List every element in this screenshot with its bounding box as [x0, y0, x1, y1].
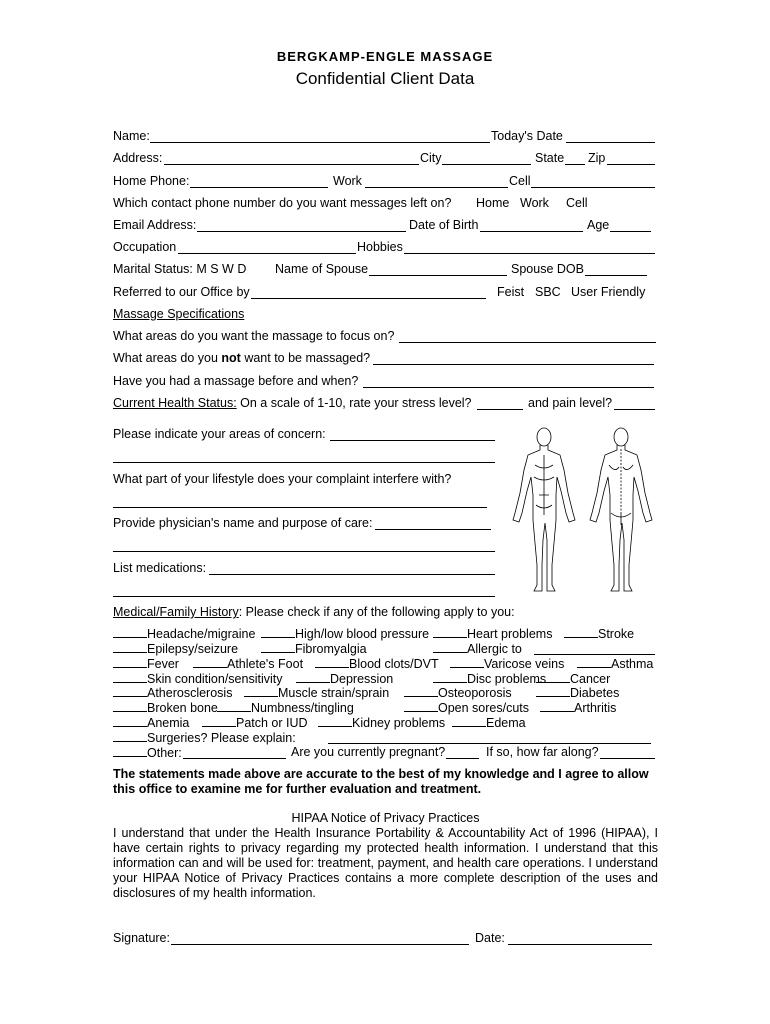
history-item-label: Heart problems [467, 627, 553, 641]
dob-field[interactable] [480, 231, 583, 232]
company-name: BERGKAMP-ENGLE MASSAGE [276, 49, 494, 64]
history-checkbox-blank[interactable] [113, 700, 147, 712]
history-item-label: Stroke [598, 627, 635, 641]
history-item-label: Athlete's Foot [227, 657, 304, 671]
history-item[interactable] [261, 626, 429, 641]
pain-question: and pain level? [528, 396, 613, 410]
hipaa-title: HIPAA Notice of Privacy Practices [291, 811, 480, 825]
history-item[interactable] [536, 671, 610, 686]
history-checkbox-blank[interactable] [113, 626, 147, 638]
history-item[interactable] [244, 685, 389, 700]
history-checkbox-blank[interactable] [433, 626, 467, 638]
history-item-label: Skin condition/sensitivity [147, 672, 283, 686]
cell-phone-label: Cell [509, 174, 531, 188]
history-item[interactable] [433, 626, 552, 641]
signature-label: Signature: [113, 931, 170, 945]
hobbies-field[interactable] [404, 253, 655, 254]
history-item-label: Diabetes [570, 686, 620, 700]
history-checkbox-blank[interactable] [202, 715, 236, 727]
spouse-dob-field[interactable] [585, 275, 647, 276]
history-checkbox-blank[interactable] [577, 656, 611, 668]
home-phone-field[interactable] [190, 187, 328, 188]
history-checkbox-blank[interactable] [536, 685, 570, 697]
home-phone-label: Home Phone: [113, 174, 190, 188]
todays-date-label: Today's Date [491, 129, 563, 143]
signature-field[interactable] [171, 944, 469, 945]
contact-question: Which contact phone number do you want messages left on? [113, 196, 452, 210]
history-checkbox-blank[interactable] [540, 700, 574, 712]
name-field[interactable] [150, 142, 490, 143]
history-item[interactable] [113, 656, 179, 671]
health-status-line: Current Health Status: On a scale of 1-10, rate your stress level? [113, 396, 472, 410]
history-item[interactable] [217, 700, 354, 715]
history-item-label: Varicose veins [484, 657, 565, 671]
spouse-name-field[interactable] [369, 275, 507, 276]
cell-phone-field[interactable] [531, 187, 655, 188]
history-item-label: Numbness/tingling [251, 701, 354, 715]
hipaa-body: I understand that under the Health Insurance Portability & Accountability Act of 1996 (HIPAA), I have certain rights to privacy regarding my protected health information. I understand that this information can and will be used for: treatment, payment, and health care operations. I understand your HIPAA Notice of Privacy Practices contains a more complete description of the uses and disclosures of my health information. [113, 826, 658, 900]
avoid-question: What areas do you not want to be massaged? [113, 351, 371, 365]
history-item-label: Epilepsy/seizure [147, 642, 239, 656]
contact-option-work[interactable]: Work [520, 196, 549, 210]
date-field[interactable] [508, 944, 652, 945]
history-item-label: Fever [147, 657, 179, 671]
referral-option-feist[interactable]: Feist [497, 285, 525, 299]
how-far-field[interactable] [600, 758, 655, 759]
history-checkbox-blank[interactable] [113, 715, 147, 727]
history-checkbox-blank[interactable] [217, 700, 251, 712]
history-checkbox-blank[interactable] [536, 671, 570, 683]
history-item[interactable] [536, 685, 619, 700]
history-item[interactable] [113, 671, 282, 686]
history-checkbox-blank[interactable] [433, 641, 467, 653]
allergic-to-field[interactable] [534, 654, 655, 655]
surgeries-label: Surgeries? Please explain: [113, 730, 296, 745]
history-item[interactable] [113, 626, 255, 641]
referred-field[interactable] [251, 298, 486, 299]
lifestyle-question: What part of your lifestyle does your complaint interfere with? [113, 472, 452, 486]
history-item[interactable] [113, 641, 238, 656]
email-field[interactable] [197, 231, 406, 232]
body-front-figure [513, 428, 575, 591]
pregnant-field[interactable] [446, 758, 479, 759]
history-item-label: Arthritis [574, 701, 617, 715]
age-field[interactable] [610, 231, 651, 232]
focus-question: What areas do you want the massage to focus on? [113, 329, 395, 343]
history-checkbox-blank[interactable] [315, 656, 349, 668]
accuracy-statement: The statements made above are accurate to the best of my knowledge and I agree to allow this office to examine me for further evaluation and treatment. [113, 767, 649, 796]
before-field[interactable] [363, 387, 654, 388]
body-diagram[interactable] [505, 425, 660, 595]
history-item-label: Disc problems [467, 672, 547, 686]
how-far-question: If so, how far along? [486, 745, 599, 759]
referred-label: Referred to our Office by [113, 285, 250, 299]
history-item-label: Open sores/cuts [438, 701, 530, 715]
before-question: Have you had a massage before and when? [113, 374, 359, 388]
spouse-name-label: Name of Spouse [275, 262, 369, 276]
pain-field[interactable] [614, 409, 655, 410]
physician-question: Provide physician's name and purpose of care: [113, 516, 373, 530]
history-item-label: Asthma [611, 657, 654, 671]
history-item[interactable] [315, 656, 439, 671]
address-field[interactable] [164, 164, 419, 165]
medications-field-2[interactable] [113, 596, 495, 597]
history-item[interactable] [113, 715, 189, 730]
history-item[interactable] [404, 700, 529, 715]
history-checkbox-blank[interactable] [113, 685, 147, 697]
areas-question: Please indicate your areas of concern: [113, 427, 326, 441]
history-item-label: Fibromyalgia [295, 642, 367, 656]
history-item-label: Osteoporosis [438, 686, 512, 700]
physician-field-2[interactable] [113, 551, 495, 552]
history-item[interactable] [540, 700, 616, 715]
history-item[interactable] [577, 656, 653, 671]
zip-label: Zip [588, 151, 606, 165]
work-phone-field[interactable] [365, 187, 508, 188]
body-back-figure [590, 428, 652, 591]
history-item-label: Muscle strain/sprain [278, 686, 390, 700]
referral-option-sbc[interactable]: SBC [535, 285, 561, 299]
date-label: Date: [475, 931, 505, 945]
history-checkbox-blank[interactable] [433, 671, 467, 683]
history-item-label: High/low blood pressure [295, 627, 430, 641]
history-item[interactable] [433, 641, 522, 656]
history-checkbox-blank[interactable] [113, 656, 147, 668]
medications-field[interactable] [209, 574, 495, 575]
spouse-dob-label: Spouse DOB [511, 262, 584, 276]
history-item[interactable] [261, 641, 367, 656]
history-item-label: Cancer [570, 672, 611, 686]
form-title: Confidential Client Data [295, 69, 475, 88]
history-item[interactable] [193, 656, 303, 671]
history-checkbox-blank[interactable] [452, 715, 486, 727]
lifestyle-field[interactable] [113, 507, 487, 508]
history-item-label: Edema [486, 716, 526, 730]
history-item-label: Patch or IUD [236, 716, 308, 730]
todays-date-field[interactable] [566, 142, 655, 143]
areas-field[interactable] [330, 440, 495, 441]
city-field[interactable] [442, 164, 531, 165]
history-item-label: Depression [330, 672, 394, 686]
avoid-field[interactable] [373, 364, 654, 365]
history-checkbox-blank[interactable] [244, 685, 278, 697]
dob-label: Date of Birth [409, 218, 479, 232]
history-item[interactable] [452, 715, 526, 730]
history-checkbox-blank[interactable] [261, 626, 295, 638]
history-checkbox-blank[interactable] [113, 671, 147, 683]
city-label: City [420, 151, 442, 165]
medications-label: List medications: [113, 561, 207, 575]
referral-option-user-friendly[interactable]: User Friendly [571, 285, 646, 299]
state-field[interactable] [565, 164, 585, 165]
history-item[interactable] [296, 671, 393, 686]
history-item[interactable] [404, 685, 512, 700]
state-label: State [535, 151, 565, 165]
zip-field[interactable] [607, 164, 655, 165]
pregnant-question: Are you currently pregnant? [291, 745, 446, 759]
areas-field-2[interactable] [113, 462, 495, 463]
history-item-label: Broken bone [147, 701, 218, 715]
work-phone-label: Work [333, 174, 362, 188]
history-checkbox-blank[interactable] [113, 641, 147, 653]
history-item-label: Atherosclerosis [147, 686, 233, 700]
name-label: Name: [113, 129, 150, 143]
email-label: Email Address: [113, 218, 197, 232]
history-item-label: Kidney problems [352, 716, 446, 730]
stress-field[interactable] [477, 409, 523, 410]
marital-status-label[interactable]: Marital Status: M S W D [113, 262, 247, 276]
contact-option-cell[interactable]: Cell [566, 196, 588, 210]
history-item[interactable] [113, 685, 232, 700]
age-label: Age [587, 218, 610, 232]
contact-option-home[interactable]: Home [476, 196, 510, 210]
hobbies-label: Hobbies [357, 240, 403, 254]
history-checkbox-blank[interactable] [404, 685, 438, 697]
history-item[interactable] [113, 700, 218, 715]
history-checkbox-blank[interactable] [261, 641, 295, 653]
history-item[interactable] [318, 715, 445, 730]
surgeries-field[interactable] [328, 743, 651, 744]
history-checkbox-blank[interactable] [193, 656, 227, 668]
occupation-label: Occupation [113, 240, 177, 254]
history-checkbox-blank[interactable] [318, 715, 352, 727]
history-item[interactable] [450, 656, 564, 671]
other-field[interactable] [183, 758, 286, 759]
history-checkbox-blank[interactable] [450, 656, 484, 668]
history-checkbox-blank[interactable] [564, 626, 598, 638]
history-checkbox-blank[interactable] [296, 671, 330, 683]
history-item-label: Allergic to [467, 642, 522, 656]
history-item-label: Headache/migraine [147, 627, 256, 641]
physician-field[interactable] [375, 529, 491, 530]
history-heading: Medical/Family History: Please check if any of the following apply to you: [113, 605, 515, 619]
focus-field[interactable] [399, 342, 656, 343]
history-item-label: Anemia [147, 716, 190, 730]
occupation-field[interactable] [178, 253, 356, 254]
massage-spec-heading: Massage Specifications [113, 307, 245, 321]
history-item[interactable] [433, 671, 546, 686]
history-item[interactable] [564, 626, 634, 641]
history-item-label: Blood clots/DVT [349, 657, 439, 671]
history-item[interactable] [202, 715, 308, 730]
history-checkbox-blank[interactable] [404, 700, 438, 712]
address-label: Address: [113, 151, 163, 165]
other-label: Other: [113, 745, 182, 760]
